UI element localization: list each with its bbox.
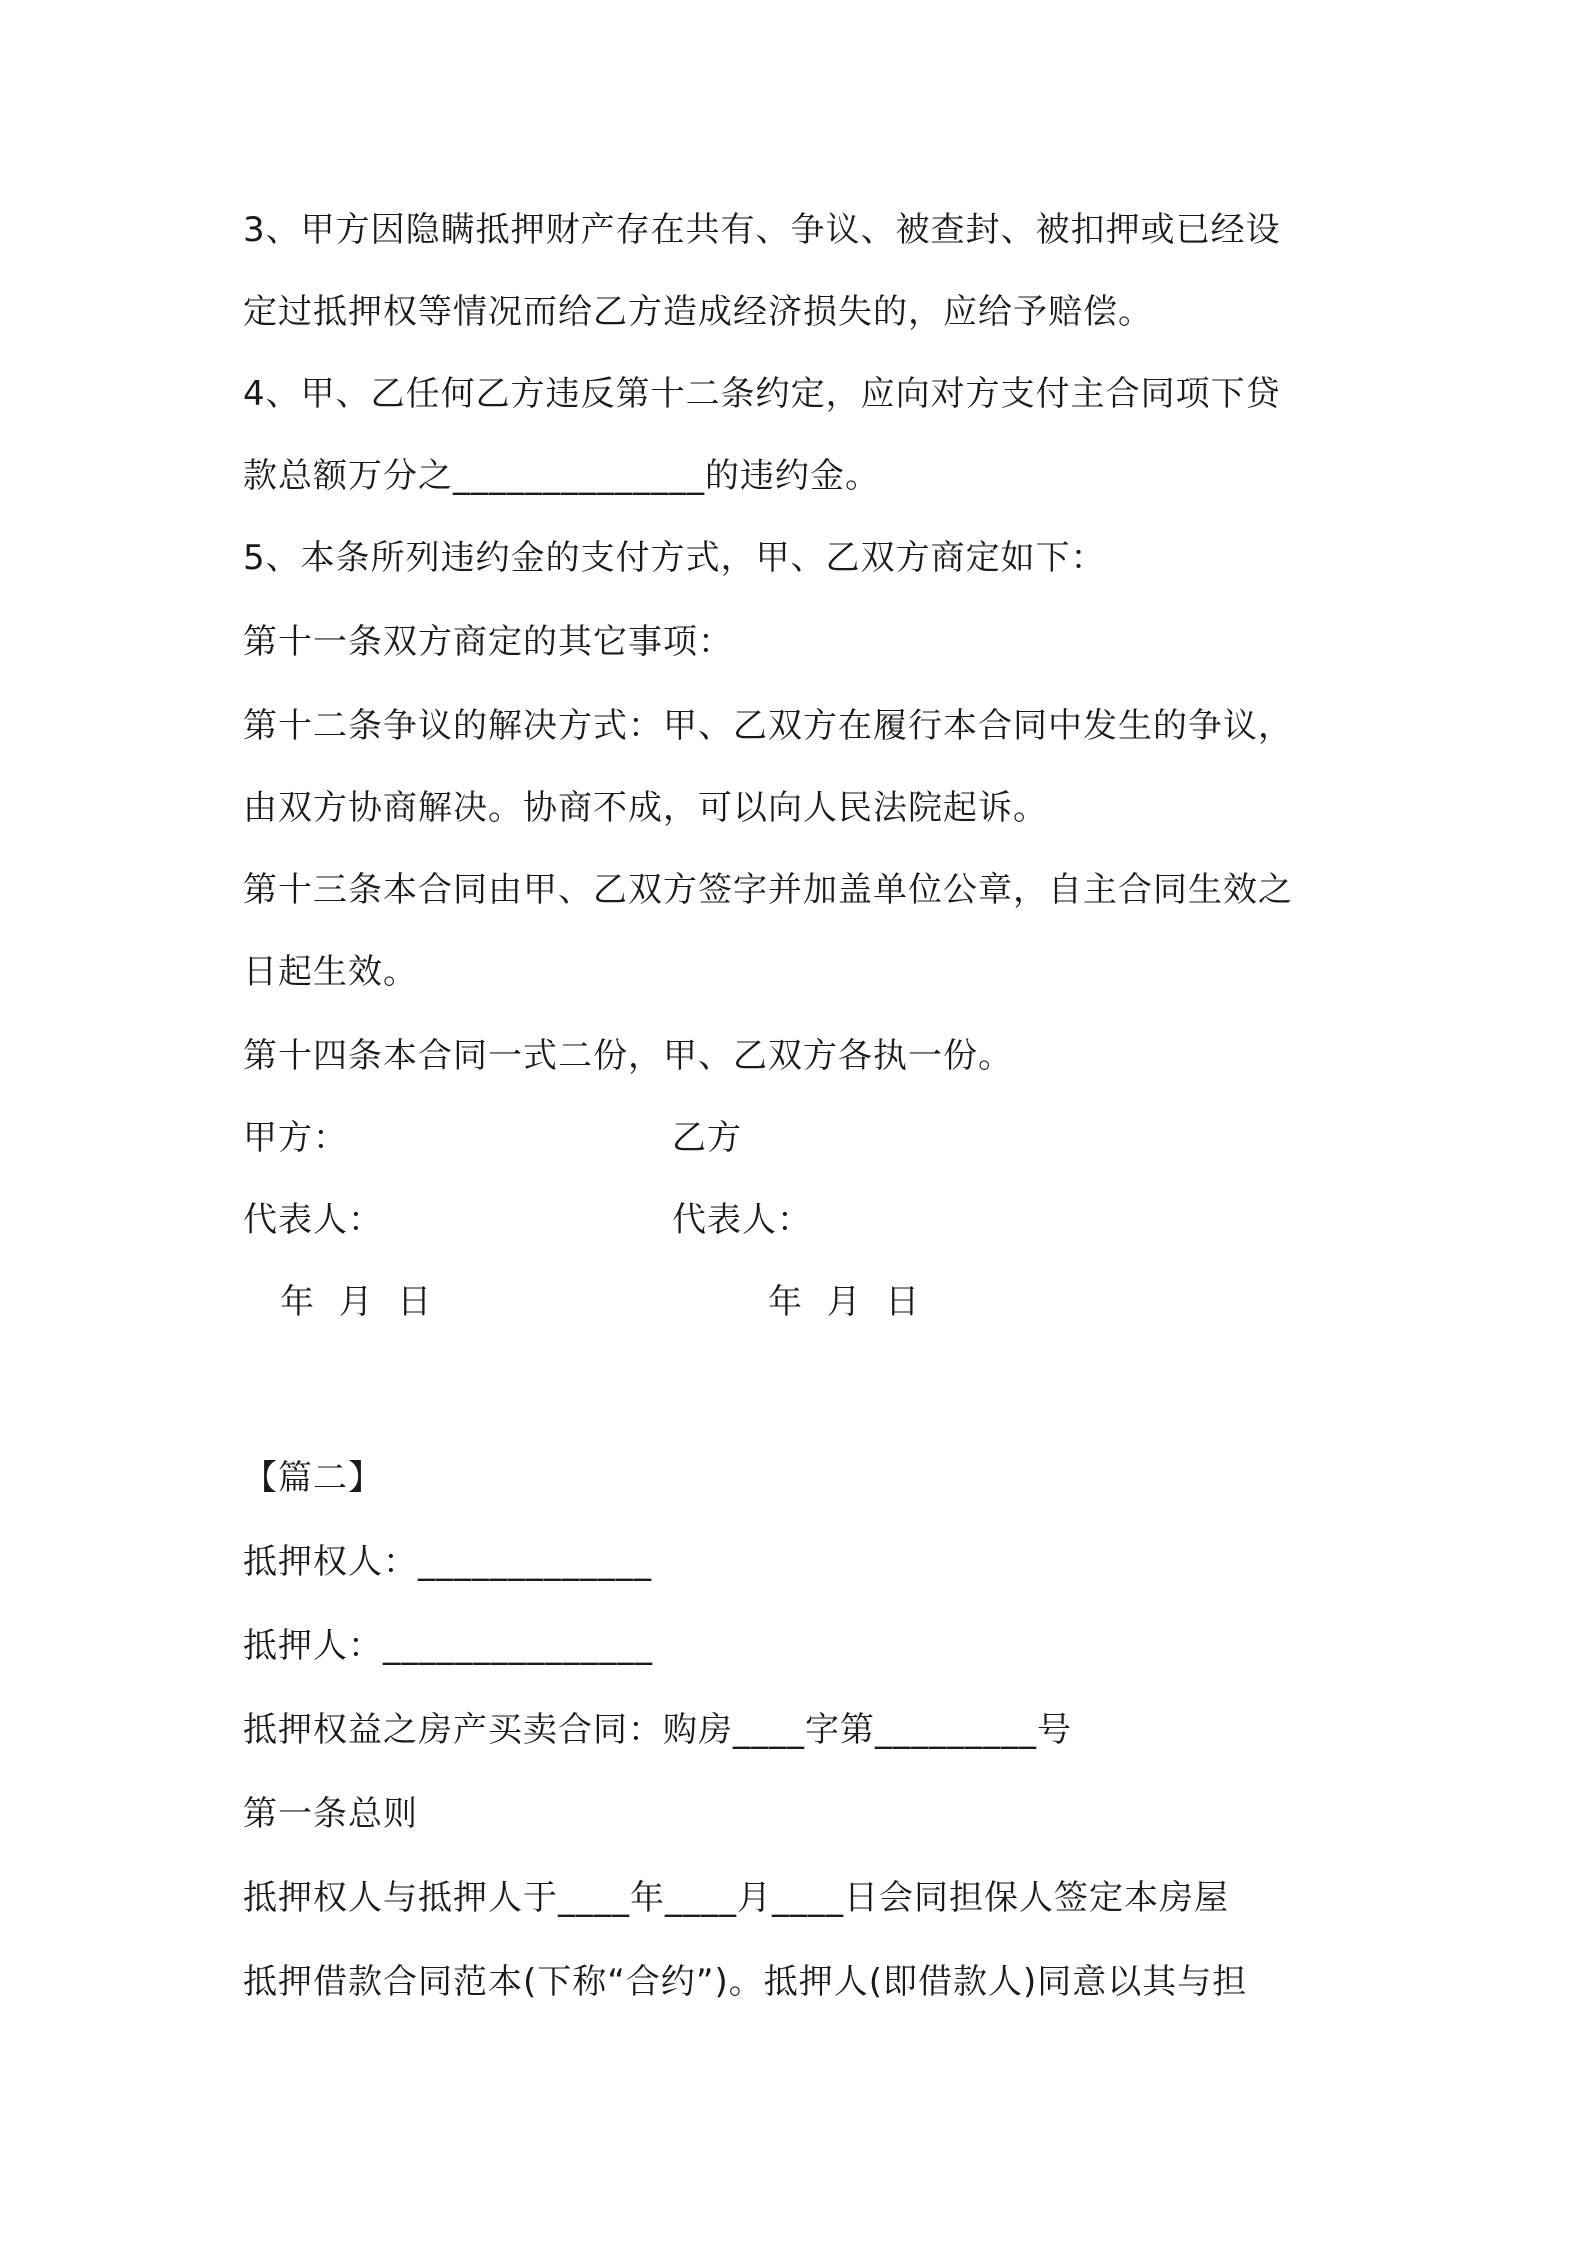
- article-1-heading: 第一条总则: [243, 1794, 418, 1834]
- contract-reference-line: 抵押权益之房产买卖合同：购房____字第_________号: [243, 1710, 1072, 1750]
- section-two-heading: 【篇二】: [243, 1458, 383, 1498]
- clause-4-line-2: 款总额万分之______________的违约金。: [243, 456, 880, 496]
- article-11-line: 第十一条双方商定的其它事项：: [243, 622, 733, 662]
- article-13-line-1: 第十三条本合同由甲、乙双方签字并加盖单位公章，自主合同生效之: [243, 870, 1293, 910]
- article-1-line-2: 抵押借款合同范本(下称“合约”)。抵押人(即借款人)同意以其与担: [243, 1962, 1248, 2002]
- date-b-label: 年 月 日: [768, 1282, 921, 1322]
- clause-4-line-1: 4、甲、乙任何乙方违反第十二条约定，应向对方支付主合同项下贷: [243, 374, 1281, 414]
- date-a-label: 年 月 日: [280, 1282, 433, 1322]
- party-b-label: 乙方: [672, 1118, 742, 1158]
- article-1-line-1: 抵押权人与抵押人于____年____月____日会同担保人签定本房屋: [243, 1878, 1229, 1918]
- party-a-label: 甲方：: [243, 1118, 348, 1158]
- clause-3-line-1: 3、甲方因隐瞒抵押财产存在共有、争议、被查封、被扣押或已经设: [243, 210, 1281, 250]
- article-13-line-2: 日起生效。: [243, 952, 418, 992]
- clause-3-line-2: 定过抵押权等情况而给乙方造成经济损失的，应给予赔偿。: [243, 292, 1153, 332]
- article-12-line-1: 第十二条争议的解决方式：甲、乙双方在履行本合同中发生的争议，: [243, 706, 1293, 746]
- mortgagee-line: 抵押权人：_____________: [243, 1542, 652, 1582]
- representative-b-label: 代表人：: [672, 1200, 812, 1240]
- clause-5-line: 5、本条所列违约金的支付方式，甲、乙双方商定如下：: [243, 538, 1106, 578]
- article-14-line: 第十四条本合同一式二份，甲、乙双方各执一份。: [243, 1036, 1013, 1076]
- article-12-line-2: 由双方协商解决。协商不成，可以向人民法院起诉。: [243, 788, 1048, 828]
- representative-a-label: 代表人：: [243, 1200, 383, 1240]
- mortgagor-line: 抵押人：_______________: [243, 1626, 653, 1666]
